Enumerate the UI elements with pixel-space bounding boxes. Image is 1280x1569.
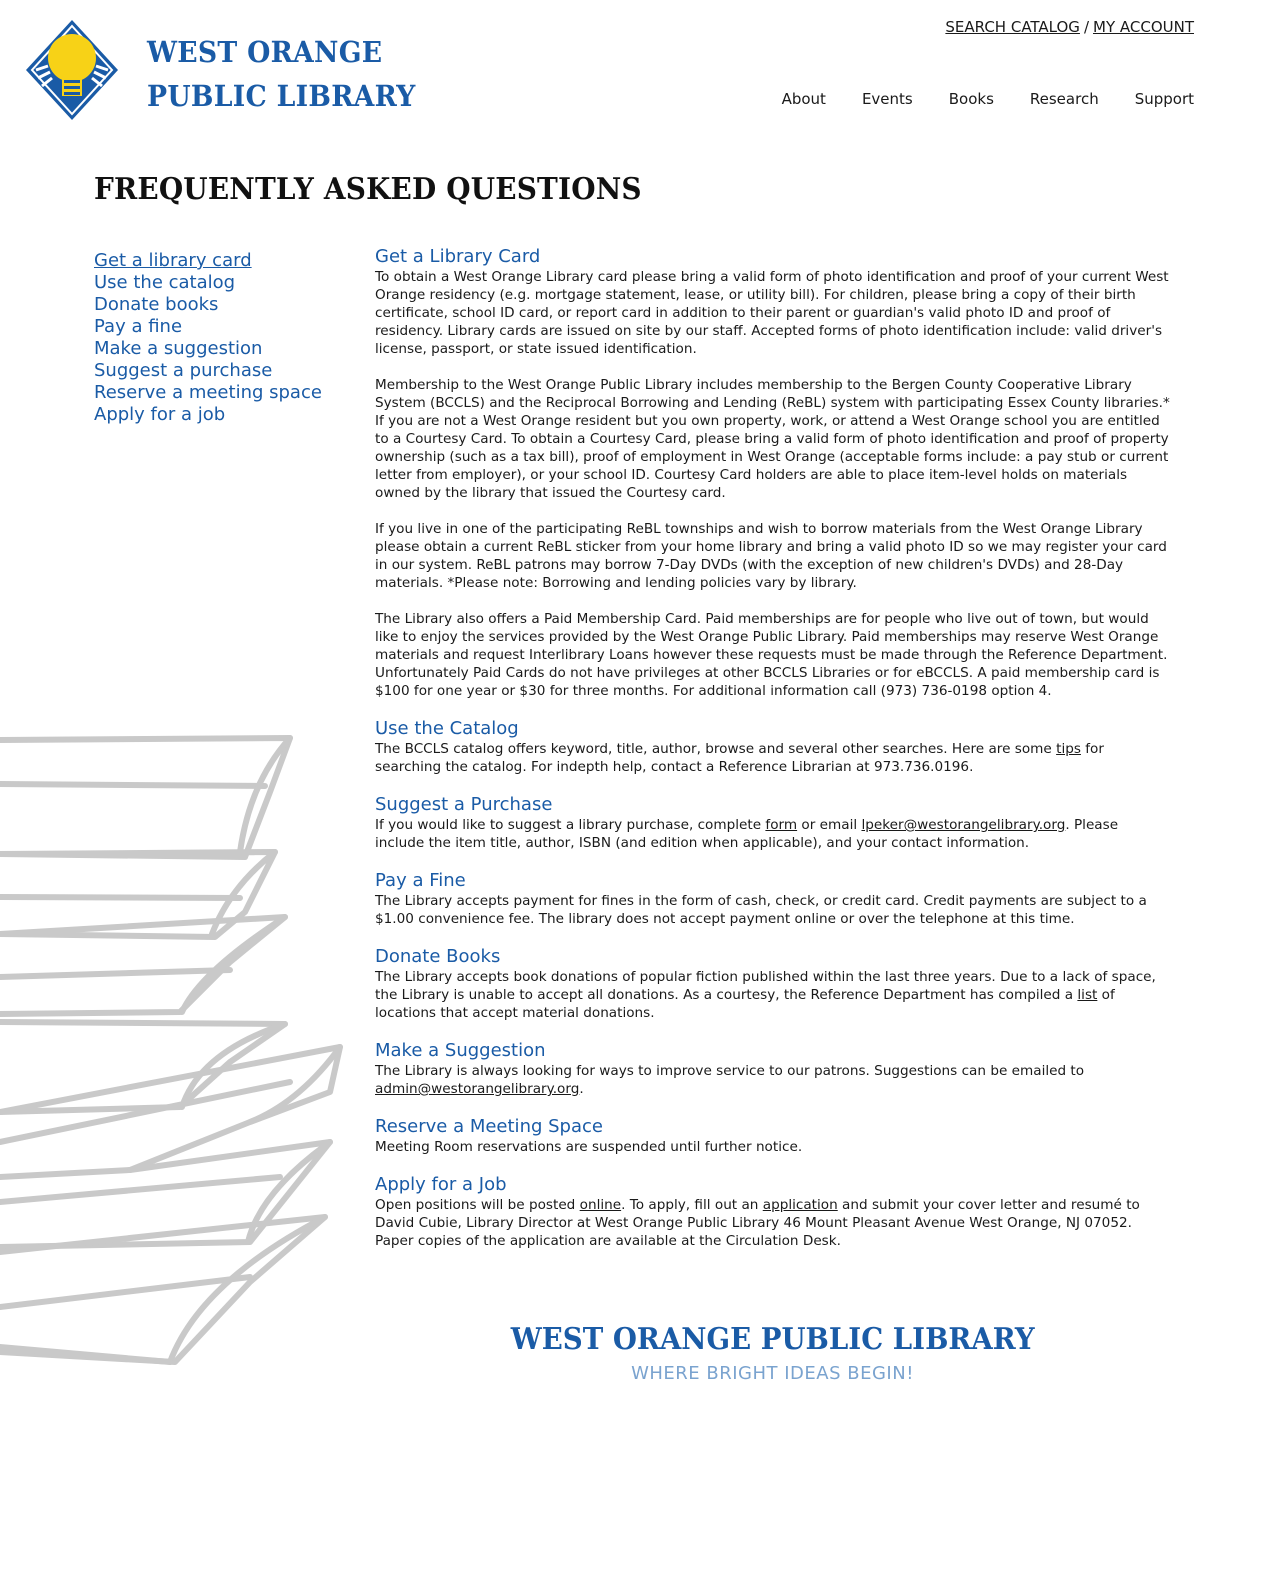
page-title: FREQUENTLY ASKED QUESTIONS	[94, 172, 642, 207]
faq-heading-fine: Pay a Fine	[375, 870, 466, 891]
purchase-form-link[interactable]: form	[765, 817, 798, 833]
nav-events[interactable]: Events	[861, 90, 913, 108]
faq-text: If you are not a West Orange resident but you own property, work, or attend a West Orange school you are entitled to a Courtesy Card. To obtain a Courtesy Card, please bring a valid form of photo identification and proof of property ownership (such as a tax bill), proof of employment in West Orange (acceptable forms include: a pay stub or current letter from employer), or your school ID. Courtesy Card holders are able to place item-level holds on materials owned by the library that issued the Courtesy card.	[375, 413, 1169, 501]
library-wordmark[interactable]	[147, 30, 416, 118]
faq-sidebar	[94, 250, 322, 426]
text-segment: . Please include the item title, author, ISBN (and edition when applicable), and your contact information.	[375, 817, 1119, 851]
my-account-link[interactable]: MY ACCOUNT	[1093, 18, 1194, 36]
purchase-email-link[interactable]: lpeker@westorangelibrary.org	[861, 817, 1066, 833]
job-application-link[interactable]: application	[762, 1197, 838, 1213]
utility-links	[945, 18, 1194, 36]
footer-tagline: WHERE BRIGHT IDEAS BEGIN!	[631, 1363, 914, 1384]
faq-heading-donate: Donate Books	[375, 946, 501, 967]
faq-library-card	[375, 246, 1170, 700]
faq-heading-meeting: Reserve a Meeting Space	[375, 1116, 603, 1137]
faq-text: The Library also offers a Paid Membership Card. Paid memberships are for people who live out of town, but would like to enjoy the services provided by the West Orange Public Library. Paid memberships may reserve West Orange materials and request Interlibrary Loans however these requests must be made through the Reference Department. Unfortunately Paid Cards do not have privileges at other BCCLS Libraries or for eBCCLS. A paid membership card is $100 for one year or $30 for three months. For additional information call (973) 736-0198 option 4.	[375, 611, 1168, 699]
sidebar-item-catalog[interactable]: Use the catalog	[94, 272, 236, 293]
faq-text: To obtain a West Orange Library card please bring a valid form of photo identification and proof of your current West Orange residency (e.g. mortgage statement, lease, or utility bill). For children, please bring a copy of their birth certificate, school ID card, or report card in addition to their parent or guardian's valid photo ID and proof of residency. Library cards are issued on site by our staff. Accepted forms of photo identification include: valid driver's license, passport, or state issued identification.	[375, 269, 1169, 357]
nav-support[interactable]: Support	[1134, 90, 1194, 108]
wordmark-line-1: WEST ORANGE	[147, 35, 383, 69]
faq-suggestion	[375, 1040, 1170, 1098]
catalog-tips-link[interactable]: tips	[1056, 741, 1081, 757]
sidebar-item-suggestion[interactable]: Make a suggestion	[94, 338, 263, 359]
main-nav	[782, 90, 1194, 108]
text-segment: and submit your cover letter and resumé to David Cubie, Library Director at West Orange Public Library 46 Mount Pleasant Avenue West Orange, NJ 07052. Paper copies of the application are available at the Circulation Desk.	[375, 1197, 1140, 1249]
text-segment: or email	[797, 817, 862, 833]
text-segment: for searching the catalog. For indepth help, contact a Reference Librarian at 973.736.0196.	[375, 741, 1104, 775]
faq-heading-purchase: Suggest a Purchase	[375, 794, 553, 815]
footer-title: WEST ORANGE PUBLIC LIBRARY	[510, 1322, 1035, 1357]
faq-text	[375, 968, 1170, 1022]
nav-books[interactable]: Books	[948, 90, 994, 108]
sidebar-item-job[interactable]: Apply for a job	[94, 404, 226, 425]
text-segment: The BCCLS catalog offers keyword, title, author, browse and several other searches. Here are some	[375, 741, 1057, 757]
faq-text	[375, 740, 1170, 776]
donation-list-link[interactable]: list	[1077, 987, 1098, 1003]
faq-meeting	[375, 1116, 1170, 1156]
admin-email-link[interactable]: admin@westorangelibrary.org	[375, 1081, 580, 1097]
faq-heading-library-card: Get a Library Card	[375, 246, 541, 267]
text-segment: .	[579, 1081, 584, 1097]
sidebar-item-purchase[interactable]: Suggest a purchase	[94, 360, 273, 381]
faq-text	[375, 1062, 1170, 1098]
sidebar-item-library-card[interactable]: Get a library card	[94, 250, 252, 271]
faq-text	[375, 1196, 1170, 1250]
faq-fine	[375, 870, 1170, 928]
faq-text: The Library accepts payment for fines in the form of cash, check, or credit card. Credit payments are subject to a $1.00 convenience fee. The library does not accept payment online or over the telephone at this time.	[375, 893, 1147, 927]
nav-research[interactable]: Research	[1029, 90, 1099, 108]
text-segment: If you would like to suggest a library purchase, complete	[375, 817, 766, 833]
text-segment: . To apply, fill out an	[621, 1197, 763, 1213]
faq-content	[375, 246, 1170, 1268]
text-segment: Open positions will be posted	[375, 1197, 580, 1213]
utility-separator: /	[1083, 18, 1089, 36]
text-segment: The Library accepts book donations of popular fiction published within the last three years. Due to a lack of space, the Library is unable to accept all donations. As a courtesy, the Reference Department has compiled a	[375, 969, 1156, 1003]
faq-donate	[375, 946, 1170, 1022]
search-catalog-link[interactable]: SEARCH CATALOG	[945, 18, 1080, 36]
job-online-link[interactable]: online	[579, 1197, 622, 1213]
text-segment: of locations that accept material donations.	[375, 987, 1115, 1021]
faq-job	[375, 1174, 1170, 1250]
faq-purchase	[375, 794, 1170, 852]
faq-text: Meeting Room reservations are suspended until further notice.	[375, 1139, 803, 1155]
faq-text	[375, 816, 1170, 852]
sidebar-item-fine[interactable]: Pay a fine	[94, 316, 183, 337]
faq-text: If you live in one of the participating ReBL townships and wish to borrow materials from the West Orange Library please obtain a current ReBL sticker from your home library and bring a valid photo ID so we may register your card in our system. ReBL patrons may borrow 7-Day DVDs (with the exception of new children's DVDs) and 28-Day materials. *Please note: Borrowing and lending policies vary by library.	[375, 521, 1167, 591]
faq-heading-catalog: Use the Catalog	[375, 718, 519, 739]
faq-heading-suggestion: Make a Suggestion	[375, 1040, 546, 1061]
sidebar-item-meeting-space[interactable]: Reserve a meeting space	[94, 382, 322, 403]
nav-about[interactable]: About	[781, 90, 826, 108]
sidebar-item-donate[interactable]: Donate books	[94, 294, 219, 315]
footer-brand	[375, 1322, 1170, 1384]
faq-text: Membership to the West Orange Public Library includes membership to the Bergen County Cooperative Library System (BCCLS) and the Reciprocal Borrowing and Lending (ReBL) system with participating Essex County libraries.*	[375, 377, 1170, 411]
faq-heading-job: Apply for a Job	[375, 1174, 507, 1195]
text-segment: The Library is always looking for ways to improve service to our patrons. Suggestions can be emailed to	[375, 1063, 1085, 1079]
book-stack-illustration	[0, 722, 350, 1372]
library-logo-icon[interactable]	[26, 20, 118, 120]
faq-catalog	[375, 718, 1170, 776]
wordmark-line-2: PUBLIC LIBRARY	[147, 79, 416, 113]
